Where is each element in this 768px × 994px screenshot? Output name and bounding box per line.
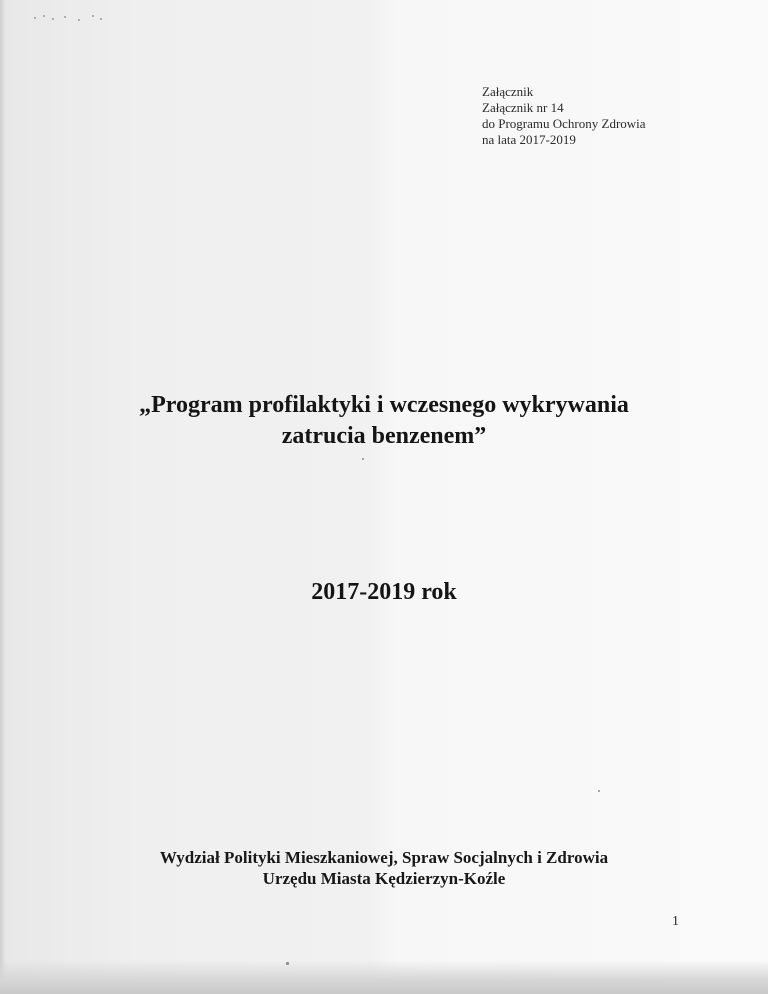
scan-speck — [362, 458, 364, 460]
attachment-note — [482, 84, 646, 148]
department-name — [0, 847, 768, 889]
scan-speck — [598, 790, 600, 792]
attachment-years: na lata 2017-2019 — [482, 132, 576, 147]
scan-speck — [286, 962, 289, 965]
document-title — [0, 390, 768, 452]
title-line-2: zatrucia benzenem” — [281, 423, 487, 449]
scan-shadow-bottom — [0, 960, 768, 994]
attachment-line: Załącznik — [482, 84, 534, 99]
program-years: 2017-2019 rok — [311, 579, 457, 605]
scan-shadow-left — [0, 0, 6, 994]
scan-noise — [34, 14, 104, 22]
attachment-program: do Programu Ochrony Zdrowia — [482, 116, 646, 131]
title-line-1: „Program profilaktyki i wczesnego wykrywania — [139, 392, 629, 418]
page-number: 1 — [672, 914, 679, 929]
department-line-2: Urzędu Miasta Kędzierzyn-Koźle — [262, 869, 506, 888]
attachment-number: Załącznik nr 14 — [482, 100, 564, 115]
department-line-1: Wydział Polityki Mieszkaniowej, Spraw Socjalnych i Zdrowia — [159, 848, 609, 867]
